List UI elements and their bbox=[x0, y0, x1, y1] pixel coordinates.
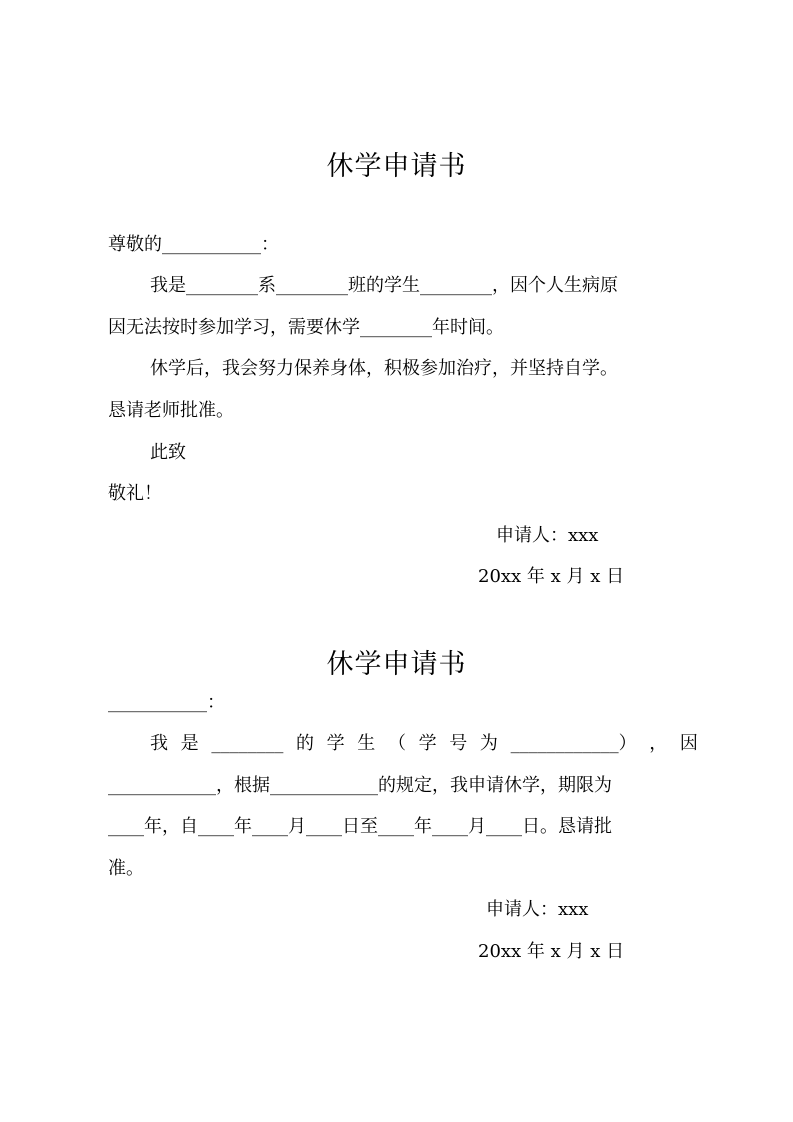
line1-part: 生 bbox=[357, 733, 376, 754]
line1-part: ____________） bbox=[510, 733, 637, 754]
line1-part: （ bbox=[387, 733, 406, 754]
letter1-salutation: 尊敬的___________： bbox=[108, 234, 279, 255]
letter1-closing-ci-zhi: 此致 bbox=[150, 442, 186, 463]
letter1-body-line3: 休学后，我会努力保养身体，积极参加治疗，并坚持自学。 bbox=[150, 358, 618, 379]
letter1-body-line4: 恳请老师批准。 bbox=[108, 400, 234, 421]
line1-part: 号 bbox=[449, 733, 468, 754]
letter2-body-line3: ____年，自____年____月____日至____年____月____日。恳请批 bbox=[108, 816, 612, 837]
line1-part: 我 bbox=[150, 733, 168, 754]
letter2-applicant: 申请人：xxx bbox=[486, 899, 589, 920]
letter1-applicant: 申请人：xxx bbox=[496, 525, 599, 546]
letter2-date: 20xx 年 x 月 x 日 bbox=[478, 941, 625, 962]
line1-part: 为 bbox=[479, 733, 498, 754]
letter1-closing-jing-li: 敬礼！ bbox=[108, 483, 162, 504]
letter1-title: 休学申请书 bbox=[326, 151, 467, 182]
letter2-body-line4: 准。 bbox=[108, 858, 144, 879]
letter2-body-line2: ____________，根据____________的规定，我申请休学，期限为 bbox=[108, 775, 612, 796]
line1-part: 因 bbox=[679, 733, 698, 754]
line1-part: 是 bbox=[180, 733, 199, 754]
letter1-body-line1: 我是________系________班的学生________，因个人生病原 bbox=[150, 275, 618, 296]
line1-part: ， bbox=[649, 733, 668, 754]
letter1-date: 20xx 年 x 月 x 日 bbox=[478, 566, 625, 587]
letter2-title: 休学申请书 bbox=[326, 649, 467, 680]
letter1-body-line2: 因无法按时参加学习，需要休学________年时间。 bbox=[108, 317, 504, 338]
line1-part: 的 bbox=[295, 733, 314, 754]
line1-part: ________ bbox=[211, 733, 284, 754]
line1-part: 学 bbox=[326, 733, 345, 754]
line1-part: 学 bbox=[418, 733, 437, 754]
letter2-salutation: ___________： bbox=[108, 692, 225, 713]
letter2-body-line1 bbox=[150, 732, 698, 756]
